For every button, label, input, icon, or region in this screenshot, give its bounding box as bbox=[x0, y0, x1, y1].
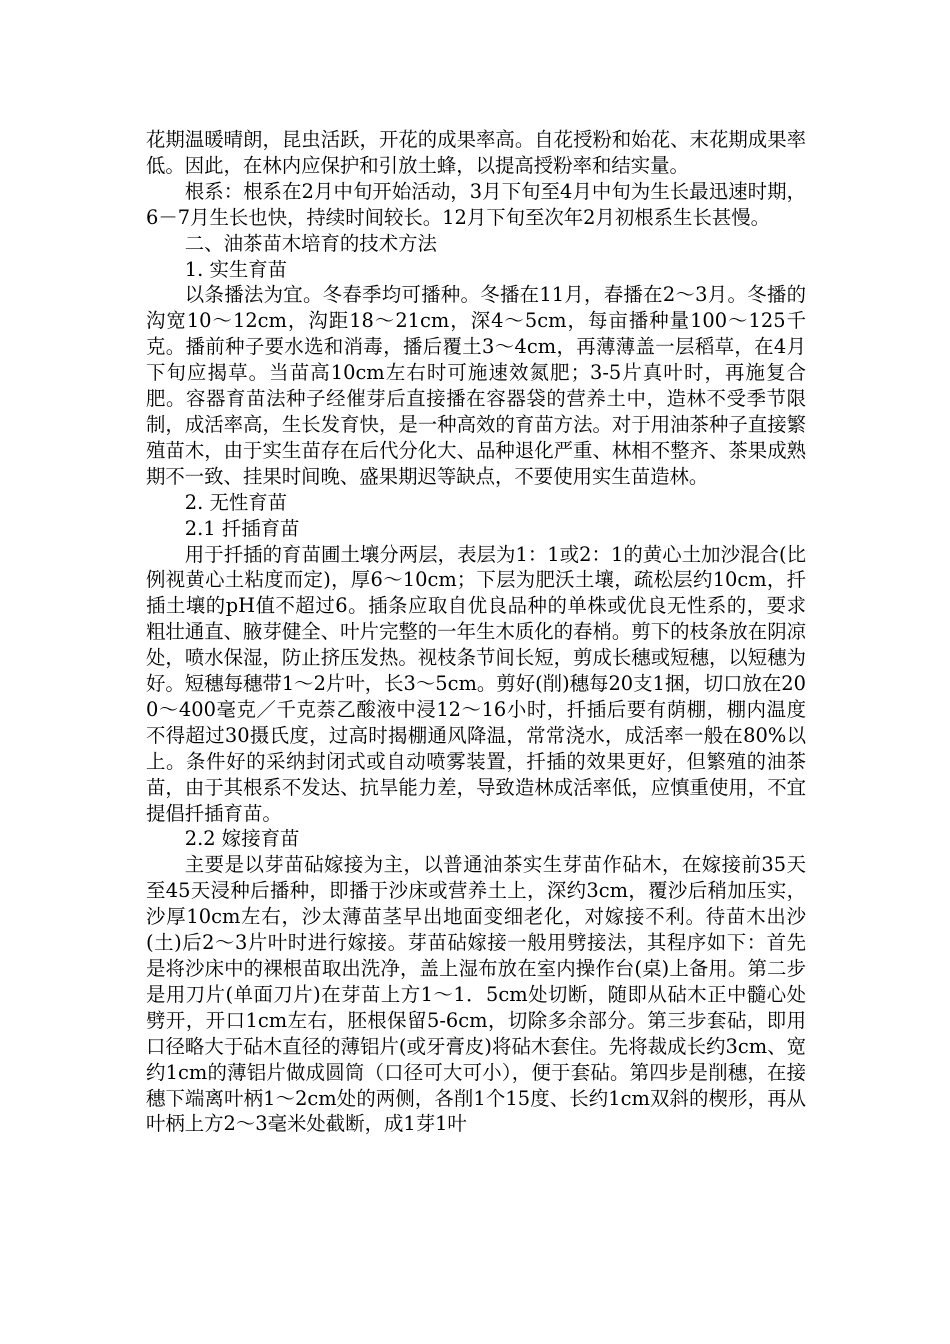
subheading-grafting-propagation: 2.2 嫁接育苗 bbox=[184, 827, 300, 851]
subheading-seed-propagation: 1. 实生育苗 bbox=[184, 257, 288, 281]
paragraph-grafting-propagation: 主要是以芽苗砧嫁接为主，以普通油茶实生芽苗作砧木，在嫁接前35天至45天浸种后播种，即播于沙床或营养土上，深约3cm，覆沙后稍加压实，沙厚10cm左右，沙太薄苗茎早出地面变细老化，对嫁接不利。待苗木出沙(土)后2～3片叶时进行嫁接。芽苗砧嫁接一般用劈接法，其程序如下：首先是将沙床中的裸根苗取出洗净，盖上湿布放在室内操作台(桌)上备用。第二步是用刀片(单面刀片)在芽苗上方1～1．5cm处切断，随即从砧木正中髓心处劈开，开口1cm左右，胚根保留5-6cm，切除多余部分。第三步套砧，即用口径略大于砧木直径的薄铝片(或牙膏皮)将砧木套住。先将裁成长约3cm、宽约1cm的薄铝片做成圆筒（口径可大可小），便于套砧。第四步是削穗，在接穗下端离叶柄1～2cm处的两侧，各削1个15度、长约1cm双斜的楔形，再从叶柄上方2～3毫米处截断，成1芽1叶 bbox=[146, 853, 806, 1136]
document-body bbox=[146, 127, 806, 1137]
paragraph-flowering: 花期温暖晴朗，昆虫活跃，开花的成果率高。自花授粉和始花、末花期成果率低。因此，在林内应保护和引放土蜂，以提高授粉率和结实量。 bbox=[146, 128, 806, 177]
paragraph-cutting-propagation: 用于扦插的育苗圃土壤分两层，表层为1：1或2：1的黄心土加沙混合(比例视黄心土粘度而定)，厚6～10cm；下层为肥沃土壤，疏松层约10cm，扦插土壤的pH值不超过6。插条应取自优良品种的单株或优良无性系的，要求粗壮通直、腋芽健全、叶片完整的一年生木质化的春梢。剪下的枝条放在阴凉处，喷水保湿，防止挤压发热。视枝条节间长短，剪成长穗或短穗，以短穗为好。短穗每穗带1～2片叶，长3～5cm。剪好(削)穗每20支1捆，切口放在200～400毫克／千克萘乙酸液中浸12～16小时，扦插后要有荫棚，棚内温度不得超过30摄氏度，过高时揭棚通风降温，常常浇水，成活率一般在80%以上。条件好的采纳封闭式或自动喷雾装置，扦插的效果更好，但繁殖的油茶苗，由于其根系不发达、抗旱能力差，导致造林成活率低，应慎重使用，不宜提倡扦插育苗。 bbox=[146, 542, 806, 825]
subheading-asexual-propagation: 2. 无性育苗 bbox=[184, 490, 288, 514]
paragraph-root-system: 根系：根系在2月中旬开始活动，3月下旬至4月中旬为生长最迅速时期，6－7月生长也快，持续时间较长。12月下旬至次年2月初根系生长甚慢。 bbox=[146, 179, 806, 229]
section-heading-seedling-methods: 二、油茶苗木培育的技术方法 bbox=[184, 231, 437, 255]
paragraph-seed-propagation: 以条播法为宜。冬春季均可播种。冬播在11月，春播在2～3月。冬播的沟宽10～12cm，沟距18～21cm，深4～5cm，每亩播种量100～125千克。播前种子要水选和消毒，播后覆土3～4cm，再薄薄盖一层稻草，在4月下旬应揭草。当苗高10cm左右时可施速效氮肥；3-5片真叶时，再施复合肥。容器育苗法种子经催芽后直接播在容器袋的营养土中，造林不受季节限制，成活率高，生长发育快，是一种高效的育苗方法。对于用油茶种子直接繁殖苗木，由于实生苗存在后代分化大、品种退化严重、林相不整齐、茶果成熟期不一致、挂果时间晚、盛果期迟等缺点，不要使用实生苗造林。 bbox=[146, 283, 806, 488]
subheading-cutting-propagation: 2.1 扦插育苗 bbox=[184, 516, 300, 540]
